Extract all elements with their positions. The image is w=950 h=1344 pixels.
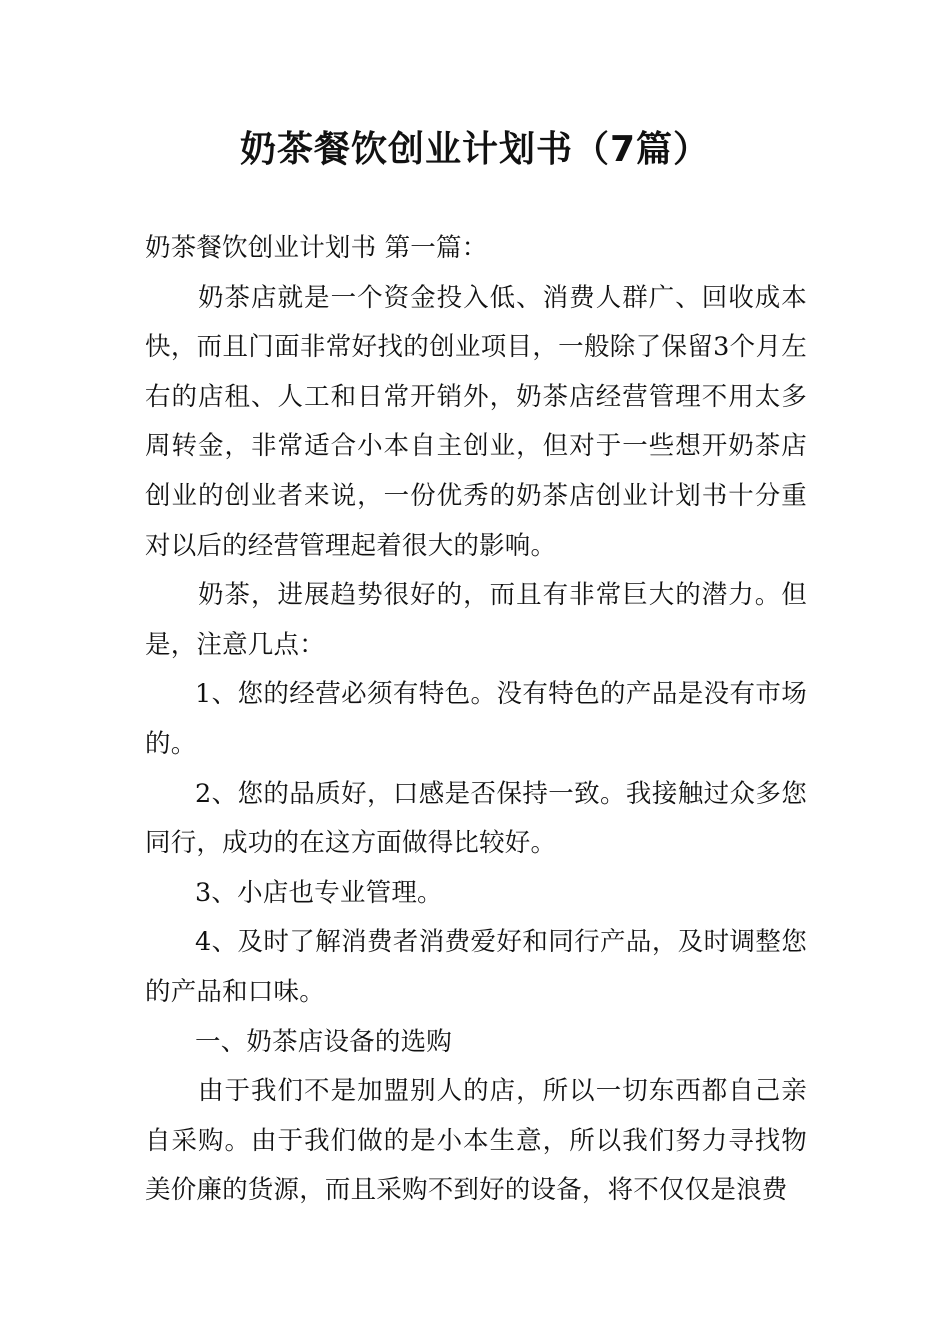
section-heading: 奶茶餐饮创业计划书 第一篇： <box>145 233 488 263</box>
list-item: 3、小店也专业管理。 <box>195 877 443 908</box>
paragraph: 奶茶店就是一个资金投入低、消费人群广、回收成本快，而且门面非常好找的创业项目，一般除了保留3个月左右的店租、人工和日常开销外，奶茶店经营管理不用太多周转金，非常适合小本自主创业，但对于一些想开奶茶店创业的创业者来说，一份优秀的奶茶店创业计划书十分重对以后的经营管理起着很大的影响。 <box>145 282 807 561</box>
paragraph: 奶茶，进展趋势很好的，而且有非常巨大的潜力。但是，注意几点： <box>145 580 807 660</box>
document-body <box>145 224 807 1216</box>
list-item: 1、您的经营必须有特色。没有特色的产品是没有市场的。 <box>145 679 807 759</box>
list-item: 2、您的品质好，口感是否保持一致。我接触过众多您同行，成功的在这方面做得比较好。 <box>145 778 807 859</box>
list-item: 4、及时了解消费者消费爱好和同行产品，及时调整您的产品和口味。 <box>145 927 807 1007</box>
subsection-heading: 一、奶茶店设备的选购 <box>195 1026 453 1057</box>
document-title: 奶茶餐饮创业计划书（7篇） <box>239 129 711 170</box>
paragraph: 由于我们不是加盟别人的店，所以一切东西都自己亲自采购。由于我们做的是小本生意，所以我们努力寻找物美价廉的货源，而且采购不到好的设备，将不仅仅是浪费 <box>145 1076 807 1206</box>
